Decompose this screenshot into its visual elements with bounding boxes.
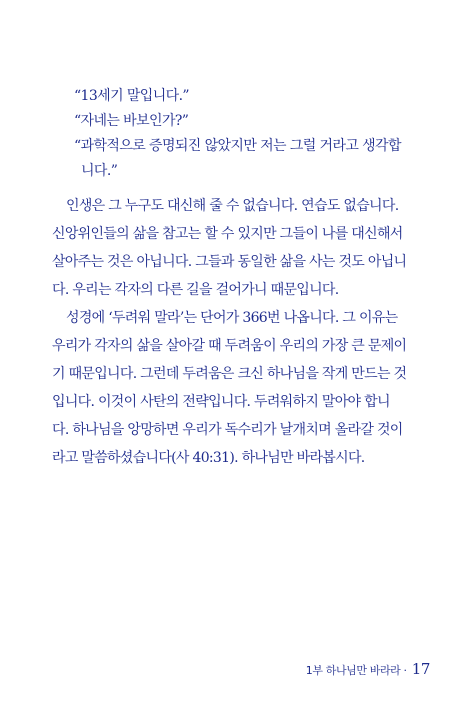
text-line: 인생은 그 누구도 대신해 줄 수 없습니다. 연습도 없습니다.	[66, 198, 399, 214]
page-number: 17	[411, 660, 430, 678]
text-line: 신앙위인들의 삶을 참고는 할 수 있지만 그들이 나를 대신해서	[52, 226, 403, 242]
paragraph-1	[52, 192, 412, 304]
text-line: 성경에 ‘두려워 말라’는 단어가 366번 나옵니다. 그 이유는	[66, 310, 398, 326]
paragraph-2	[52, 304, 412, 472]
text-line: 다. 하나님을 앙망하면 우리가 독수리가 날개치며 올라갈 것이	[52, 422, 403, 438]
dialogue-quotes	[74, 84, 404, 184]
quote-line: “13세기 말입니다.”	[74, 88, 189, 104]
section-title: 1부 하나님만 바라라 ·	[305, 664, 407, 677]
page-footer	[306, 660, 430, 678]
text-line: 다. 우리는 각자의 다른 길을 걸어가니 때문입니다.	[52, 282, 339, 298]
text-line: 라고 말씀하셨습니다(사 40:31). 하나님만 바라봅시다.	[52, 450, 365, 466]
quote-line: “과학적으로 증명되진 않았지만 저는 그럴 거라고 생각합	[74, 138, 401, 154]
text-line: 살아주는 것은 아닙니다. 그들과 동일한 삶을 사는 것도 아닙니	[52, 254, 407, 270]
quote-line: “자네는 바보인가?”	[74, 113, 189, 129]
body-text	[52, 192, 412, 472]
text-line: 우리가 각자의 삶을 살아갈 때 두려움이 우리의 가장 큰 문제이	[52, 338, 407, 354]
text-line: 기 때문입니다. 그런데 두려움은 크신 하나님을 작게 만드는 것	[52, 366, 407, 382]
quote-line: 니다.”	[81, 163, 118, 179]
text-line: 입니다. 이것이 사탄의 전략입니다. 두려워하지 말아야 합니	[52, 394, 390, 410]
